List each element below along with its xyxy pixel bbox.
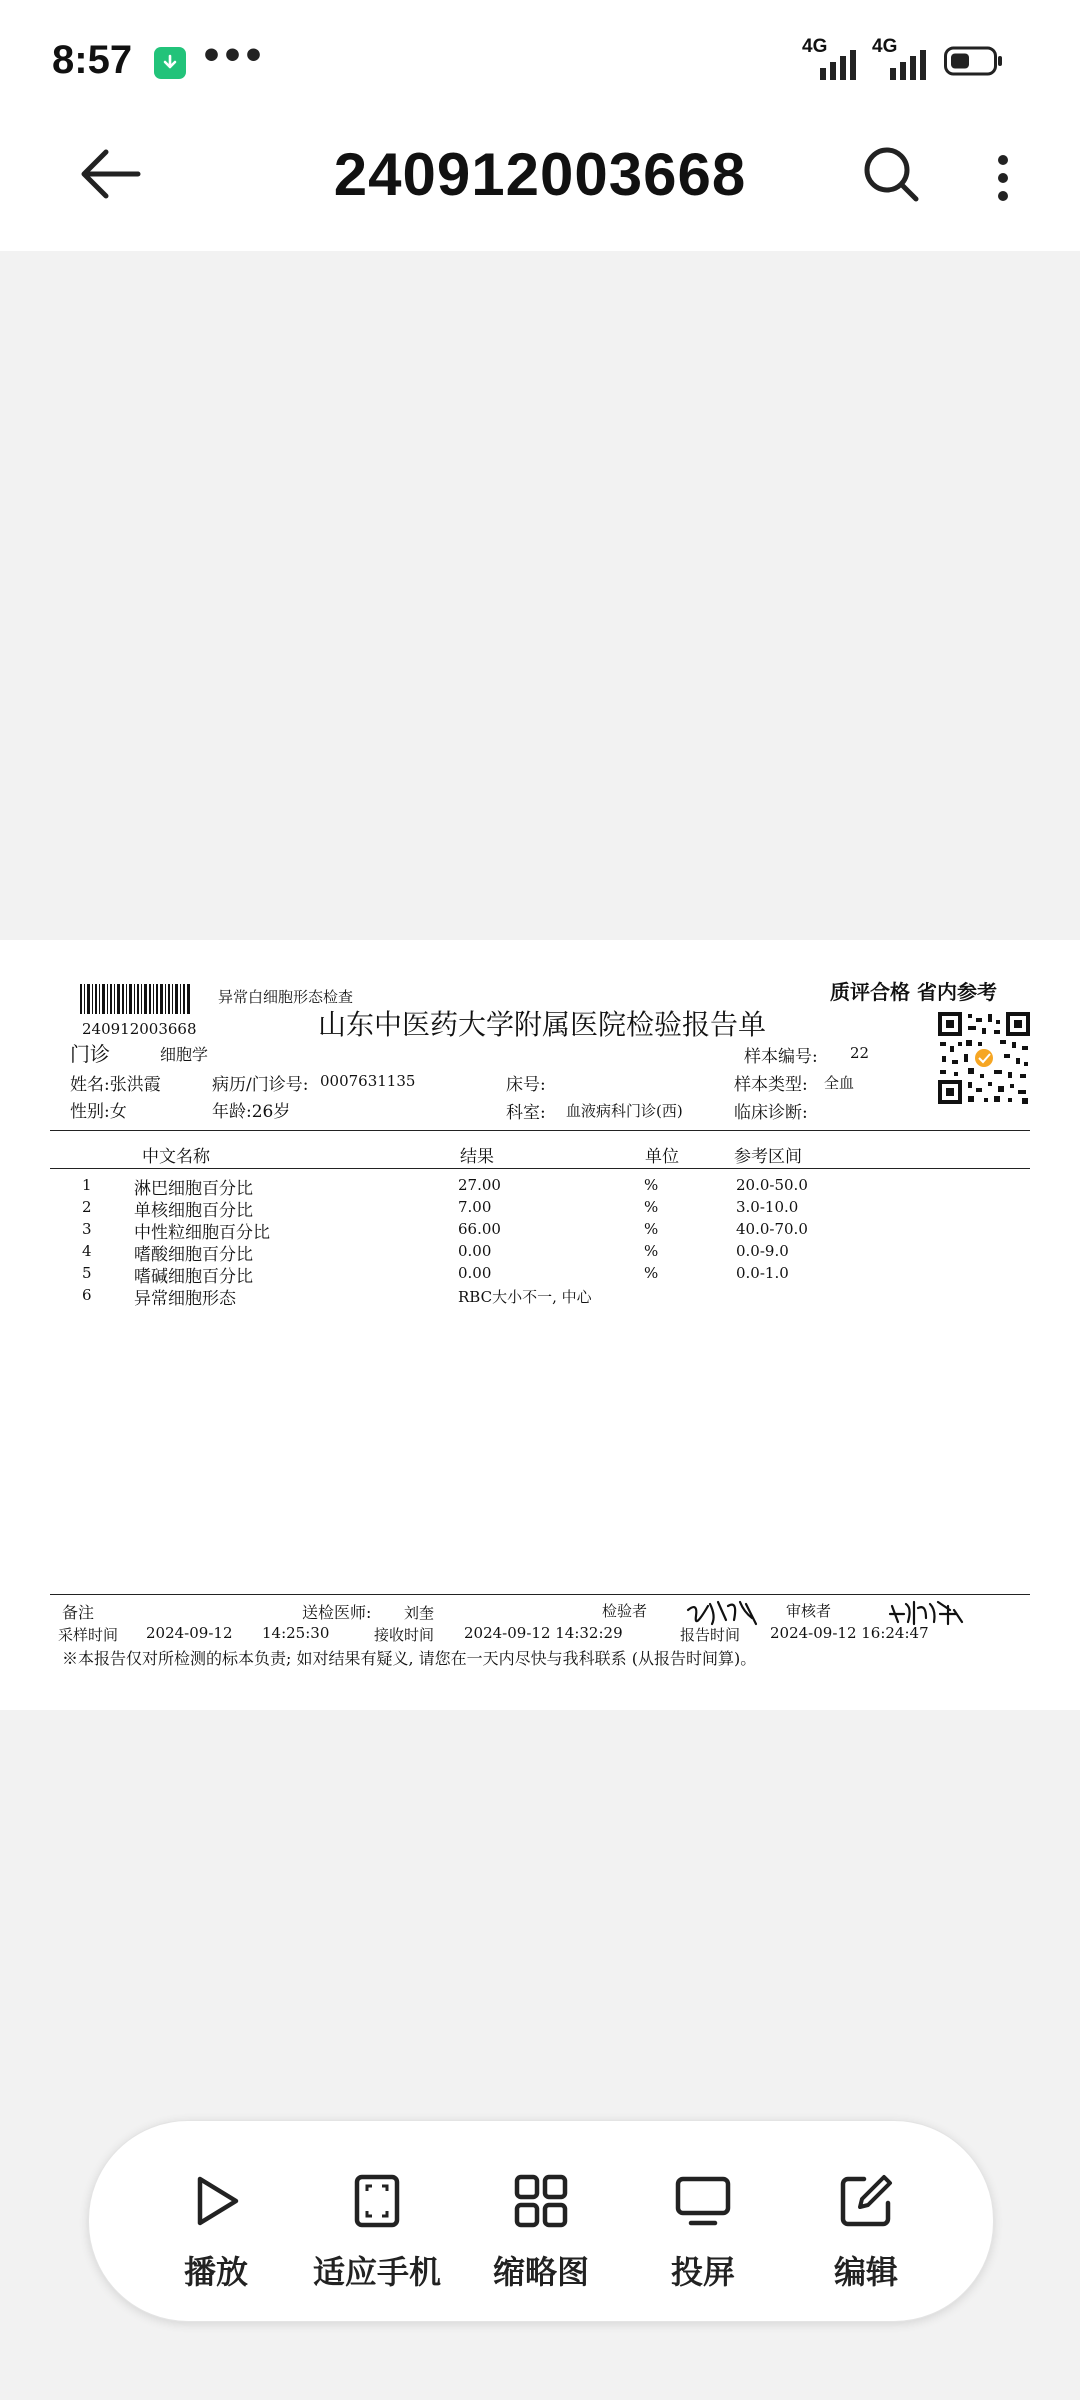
table-row <box>0 1174 1080 1199</box>
quality-note: 质评合格 省内参考 <box>830 980 997 1004</box>
patient-name: 姓名:张洪霞 <box>70 1075 161 1095</box>
row-no: 2 <box>82 1198 92 1216</box>
table-row <box>0 1196 1080 1221</box>
row-no: 6 <box>82 1286 92 1304</box>
thumbnail-button[interactable] <box>456 2173 626 2293</box>
sample-type-label: 样本类型: <box>734 1075 808 1095</box>
sender-label: 送检医师: <box>302 1603 372 1622</box>
row-range: 0.0-9.0 <box>736 1242 789 1260</box>
row-range: 40.0-70.0 <box>736 1220 808 1238</box>
row-no: 5 <box>82 1264 92 1282</box>
fit-screen-button[interactable] <box>292 2173 462 2293</box>
row-result: 0.00 <box>458 1242 492 1260</box>
divider <box>50 1168 1030 1169</box>
fit-screen-icon <box>349 2173 405 2229</box>
download-notification-icon <box>154 47 186 79</box>
remark-label: 备注 <box>62 1603 95 1622</box>
table-row <box>0 1284 1080 1309</box>
receive-label: 接收时间 <box>374 1626 435 1644</box>
play-icon <box>188 2173 244 2229</box>
battery-icon <box>944 46 1004 76</box>
row-range: 0.0-1.0 <box>736 1264 789 1282</box>
col-header-result: 结果 <box>460 1147 494 1167</box>
edit-icon <box>838 2173 894 2229</box>
fit-screen-label: 适应手机 <box>312 2253 441 2291</box>
row-name: 淋巴细胞百分比 <box>134 1179 253 1199</box>
bed-label: 床号: <box>506 1075 546 1095</box>
clinic-type: 门诊 <box>70 1042 110 1066</box>
row-result: 27.00 <box>458 1176 501 1194</box>
patient-gender: 性别:女 <box>70 1102 127 1122</box>
collect-date: 2024-09-12 <box>146 1624 233 1642</box>
edit-button[interactable] <box>781 2173 951 2293</box>
thumbnail-label: 缩略图 <box>492 2253 589 2291</box>
dept-label: 科室: <box>506 1103 546 1123</box>
row-result: 66.00 <box>458 1220 501 1238</box>
more-options-icon[interactable] <box>984 148 1022 208</box>
more-notifications-icon: ••• <box>200 36 264 77</box>
col-header-unit: 单位 <box>645 1147 679 1167</box>
row-unit: % <box>644 1198 659 1216</box>
row-name: 单核细胞百分比 <box>134 1201 253 1221</box>
sample-type: 全血 <box>824 1074 855 1092</box>
search-icon[interactable] <box>862 145 920 203</box>
edit-label: 编辑 <box>833 2253 898 2291</box>
diagnosis-label: 临床诊断: <box>734 1103 808 1123</box>
cast-screen-icon <box>675 2173 731 2229</box>
exam-name: 异常白细胞形态检查 <box>218 988 354 1006</box>
col-header-range: 参考区间 <box>734 1147 802 1167</box>
category: 细胞学 <box>160 1045 209 1064</box>
patient-age: 年龄:26岁 <box>212 1102 291 1122</box>
bottom-toolbar <box>88 2120 994 2322</box>
row-no: 1 <box>82 1176 92 1194</box>
row-range: 20.0-50.0 <box>736 1176 808 1194</box>
collect-label: 采样时间 <box>58 1626 119 1644</box>
row-name: 嗜酸细胞百分比 <box>134 1245 253 1265</box>
divider <box>50 1130 1030 1131</box>
sender-name: 刘奎 <box>404 1604 435 1622</box>
row-no: 3 <box>82 1220 92 1238</box>
record-no: 0007631135 <box>320 1072 416 1090</box>
record-label: 病历/门诊号: <box>212 1075 309 1095</box>
row-unit: % <box>644 1220 659 1238</box>
tester-label: 检验者 <box>602 1602 648 1620</box>
row-unit: % <box>644 1176 659 1194</box>
network-type-2: 4G <box>872 36 898 57</box>
row-range: 3.0-10.0 <box>736 1198 799 1216</box>
row-no: 4 <box>82 1242 92 1260</box>
row-result: 0.00 <box>458 1264 492 1282</box>
collect-time: 14:25:30 <box>262 1624 330 1642</box>
play-label: 播放 <box>183 2253 248 2291</box>
network-type-1: 4G <box>802 36 828 57</box>
top-bar <box>0 0 1080 251</box>
barcode-number: 240912003668 <box>82 1020 197 1038</box>
qr-code-image <box>938 1012 1030 1104</box>
page-title: 240912003668 <box>333 141 747 208</box>
table-row <box>0 1262 1080 1287</box>
disclaimer: ※本报告仅对所检测的标本负责; 如对结果有疑义, 请您在一天内尽快与我科联系 (从报告时间算)。 <box>62 1649 757 1668</box>
row-unit: % <box>644 1264 659 1282</box>
row-name: 中性粒细胞百分比 <box>134 1223 270 1243</box>
report-page <box>0 940 1080 1710</box>
row-result: RBC大小不一, 中心 <box>458 1288 592 1306</box>
row-result: 7.00 <box>458 1198 492 1216</box>
dept: 血液病科门诊(西) <box>566 1102 683 1120</box>
col-header-name: 中文名称 <box>142 1147 210 1167</box>
cast-screen-label: 投屏 <box>670 2253 735 2291</box>
play-button[interactable] <box>131 2173 301 2293</box>
receive-datetime: 2024-09-12 14:32:29 <box>464 1624 623 1642</box>
barcode-image <box>80 984 190 1014</box>
status-time: 8:57 <box>52 38 133 82</box>
table-row <box>0 1218 1080 1243</box>
grid-icon <box>513 2173 569 2229</box>
sample-no-label: 样本编号: <box>744 1047 818 1067</box>
report-label: 报告时间 <box>680 1626 741 1644</box>
row-name: 嗜碱细胞百分比 <box>134 1267 253 1287</box>
report-datetime: 2024-09-12 16:24:47 <box>770 1624 929 1642</box>
sample-no: 22 <box>850 1044 870 1062</box>
reviewer-label: 审核者 <box>786 1602 832 1620</box>
hospital-title: 山东中医药大学附属医院检验报告单 <box>318 1008 767 1041</box>
table-row <box>0 1240 1080 1265</box>
cast-screen-button[interactable] <box>618 2173 788 2293</box>
divider <box>50 1594 1030 1595</box>
row-unit: % <box>644 1242 659 1260</box>
row-name: 异常细胞形态 <box>134 1289 236 1309</box>
